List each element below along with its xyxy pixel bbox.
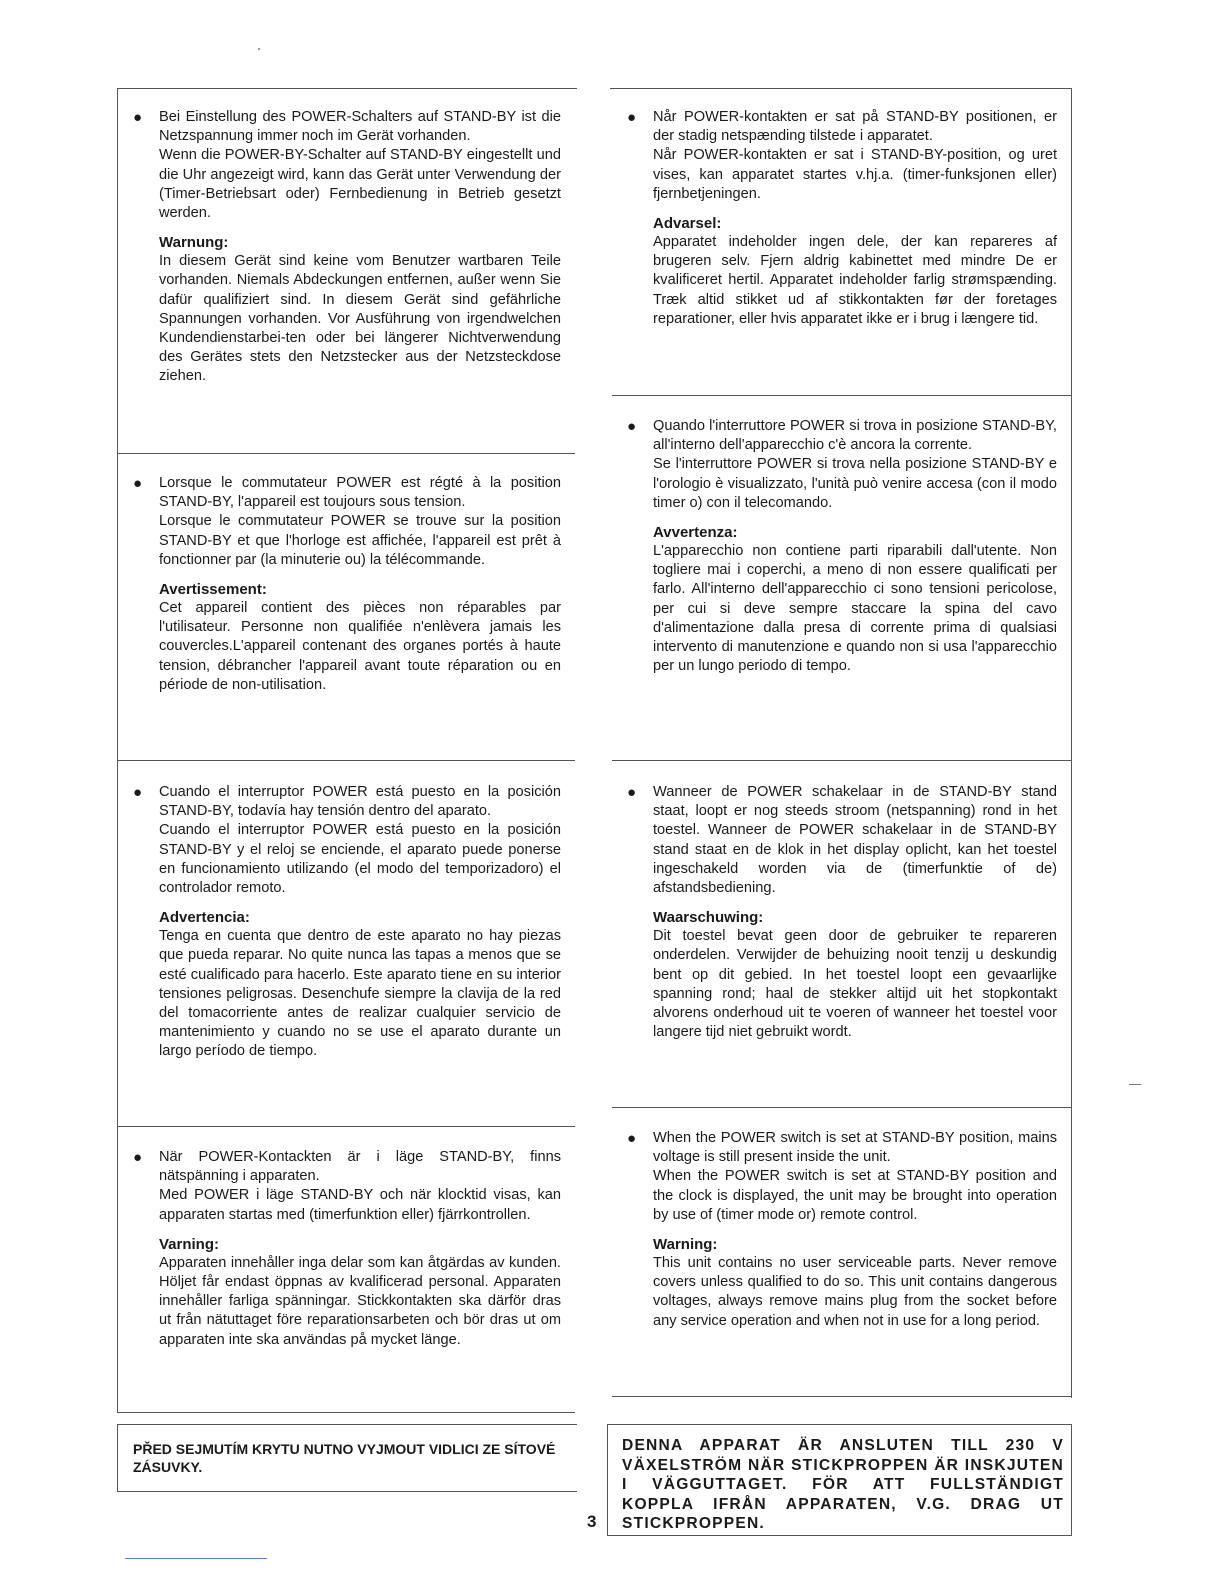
bullet-icon: ● [627, 784, 637, 801]
right-rule-1 [612, 395, 1072, 396]
bullet-line: Med POWER i läge STAND-BY och när klocktid visas, kan apparaten startas med (timerfunktion eller) fjärrkontrollen. [159, 1187, 561, 1223]
left-top-rule [117, 88, 577, 89]
warning-title: Warning: [653, 1236, 718, 1254]
warning-title: Advarsel: [653, 215, 722, 233]
section-text [653, 108, 1057, 204]
bullet-line: Lorsque le commutateur POWER est régté à la position STAND-BY, l'appareil est toujours sous tension. [159, 475, 561, 511]
section-text [159, 108, 561, 223]
warning-title: Warnung: [159, 234, 229, 252]
margin-mark [1129, 1084, 1141, 1085]
section-text [159, 783, 561, 898]
section-english [627, 1129, 1057, 1331]
bullet-icon: ● [133, 784, 143, 801]
section-german [133, 108, 561, 387]
section-spanish [133, 783, 561, 1062]
warning-text: Dit toestel bevat geen door de gebruiker te repareren onderdelen. Verwijder de behuizing nooit tenzij u deskundig bent op dit gebied. In het toestel loopt een gevaarlijke spanning rond; haal de stekker altijd uit het stopkontakt alvorens onderhoud uit te voeren of wanneer het toestel voor langere tijd niet gebruikt wordt. [653, 928, 1057, 1041]
warning-title: Advertencia: [159, 909, 250, 927]
bullet-icon: ● [627, 418, 637, 435]
bullet-line: När POWER-Kontackten är i läge STAND-BY, finns nätspänning i apparaten. [159, 1149, 561, 1185]
bullet-icon: ● [627, 109, 637, 126]
bullet-line: Når POWER-kontakten er sat på STAND-BY positionen, er der stadig netspænding tilstede i apparatet. [653, 109, 1057, 145]
bullet-line: When the POWER switch is set at STAND-BY position, mains voltage is still present inside the unit. [653, 1130, 1057, 1166]
bullet-line: Se l'interruttore POWER si trova nella posizione STAND-BY e l'orologio è visualizzato, l'unità può venire accesa (con il modo timer o) con il telecomando. [653, 456, 1057, 511]
bullet-line: Cuando el interruptor POWER está puesto en la posición STAND-BY y el reloj se enciende, el aparato puede ponerse en funcionamiento utilizando (el modo del temporizadoro) el controlador remoto. [159, 822, 561, 897]
scan-speck [258, 48, 260, 50]
left-rule-3 [117, 1126, 575, 1127]
warning-text: L'apparecchio non contiene parti riparabili dall'utente. Non togliere mai i coperchi, a meno di non essere qualificati per farlo. All'interno dell'apparecchio ci sono tensioni pericolose, per cui si deve sempre staccare la spina del cavo d'alimentazione dalla presa di corrente prima di qualsiasi intervento di manutenzione e quando non si usa l'apparecchio per un lungo periodo di tempo. [653, 543, 1057, 675]
swedish-notice: DENNA APPARAT ÄR ANSLUTEN TILL 230 V VÄXELSTRÖM NÄR STICKPROPPEN ÄR INSKJUTEN I VÄGGUTTAGET. FÖR ATT FULLSTÄNDIGT KOPPLA IFRÅN APPARATEN, V.G. DRAG UT STICKPROPPEN. [622, 1437, 1064, 1533]
right-rule-3 [612, 1107, 1072, 1108]
warning-text: In diesem Gerät sind keine vom Benutzer wartbaren Teile vorhanden. Niemals Abdeckungen entfernen, außer wenn Sie dafür qualifiziert sind. In diesem Gerät sind gefährliche Spannungen vorhanden. Vor Ausführung von irgendwelchen Kundendienstarbei-ten oder bei längerer Nichtverwendung des Gerätes stets den Netzstecker aus der Netzsteckdose ziehen. [159, 253, 561, 385]
warning-text: Cet appareil contient des pièces non réparables par l'utilisateur. Personne non qualifiée n'enlèvera jamais les couvercles.L'appareil contenant des organes portés à haute tension, débrancher l'appareil avant toute réparation ou en période de non-utilisation. [159, 600, 561, 693]
section-french [133, 474, 561, 695]
section-swedish [133, 1148, 561, 1350]
section-italian [627, 417, 1057, 676]
warning-text: Tenga en cuenta que dentro de este aparato no hay piezas que pueda reparar. No quite nunca las tapas a menos que se esté cualificado para hacerlo. Este aparato tiene en su interior tensiones peligrosas. Desenchufe siempre la clavija de la red del tomacorriente antes de realizar cualquier servicio de mantenimiento y cuando no se use el aparato durante un largo período de tiempo. [159, 928, 561, 1060]
warning-text: This unit contains no user serviceable parts. Never remove covers unless qualified to do so. This unit contains dangerous voltages, always remove mains plug from the socket before any service operation and when not in use for a long period. [653, 1255, 1057, 1329]
bullet-icon: ● [627, 1130, 637, 1147]
bullet-icon: ● [133, 475, 143, 492]
bullet-icon: ● [133, 109, 143, 126]
left-bottom-rule [117, 1412, 575, 1413]
warning-title: Avvertenza: [653, 524, 738, 542]
bullet-line: Lorsque le commutateur POWER se trouve sur la position STAND-BY et que l'horloge est affichée, l'appareil est prêt à fonctionner par (la minuterie ou) la télécommande. [159, 513, 561, 568]
bullet-line: When the POWER switch is set at STAND-BY position and the clock is displayed, the unit may be brought into operation by use of (timer mode or) remote control. [653, 1168, 1057, 1223]
right-rule-2 [612, 760, 1072, 761]
bullet-line: Wanneer de POWER schakelaar in de STAND-BY stand staat, loopt er nog steeds stroom (netspanning) rond in het toestel. Wanneer de POWER schakelaar in de STAND-BY stand staat en de klok in het display oplicht, kan het toestel ingeschakeld worden via de (timerfunktie of de) afstandsbediening. [653, 784, 1057, 897]
warning-title: Avertissement: [159, 581, 267, 599]
section-text [653, 417, 1057, 513]
section-danish [627, 108, 1057, 329]
right-bottom-rule [612, 1396, 1072, 1397]
left-rule-1 [117, 453, 575, 454]
footer-rule [125, 1558, 267, 1559]
bullet-line: Quando l'interruttore POWER si trova in posizione STAND-BY, all'interno dell'apparecchio c'è ancora la corrente. [653, 418, 1057, 454]
bullet-line: Wenn die POWER-BY-Schalter auf STAND-BY eingestellt und die Uhr angezeigt wird, kann das Gerät unter Verwendung der (Timer-Betriebsart oder) Fernbedienung in Betrieb gesetzt werden. [159, 147, 561, 222]
page-number: 3 [587, 1512, 597, 1531]
left-rule-2 [117, 760, 575, 761]
section-text [159, 1148, 561, 1225]
section-text [653, 1129, 1057, 1225]
bullet-line: Bei Einstellung des POWER-Schalters auf STAND-BY ist die Netzspannung immer noch im Gerät vorhanden. [159, 109, 561, 145]
section-dutch [627, 783, 1057, 1042]
warning-title: Waarschuwing: [653, 909, 764, 927]
bullet-line: Når POWER-kontakten er sat i STAND-BY-position, og uret vises, kan apparatet startes v.hj.a. (timer-funksjonen eller) fjernbetjeningen. [653, 147, 1057, 202]
right-top-rule [610, 88, 1072, 89]
section-text [653, 783, 1057, 898]
warning-title: Varning: [159, 1235, 220, 1253]
czech-notice: PŘED SEJMUTÍM KRYTU NUTNO VYJMOUT VIDLICI ZE SÍTOVÉ ZÁSUVKY. [133, 1441, 556, 1475]
bullet-icon: ● [133, 1149, 143, 1166]
bullet-line: Cuando el interruptor POWER está puesto en la posición STAND-BY, todavía hay tensión dentro del aparato. [159, 784, 561, 820]
warning-text: Apparatet indeholder ingen dele, der kan repareres af brugeren selv. Fjern aldrig kabinettet med mindre De er kvalificeret hertil. Apparatet indeholder farlig strømspænding. Træk altid stikket ud af stikkontakten før der foretages reparationer, eller hvis apparatet ikke er i brug i længere tid. [653, 234, 1057, 327]
section-text [159, 474, 561, 570]
warning-text: Apparaten innehåller inga delar som kan åtgärdas av kunden. Höljet får endast öppnas av kvalificerad personal. Apparaten innehåller farliga spänningar. Stickkontakten ska därför dras ut från nätuttaget före reparationsarbeten och bör dras ut om apparaten inte ska användas på mycket länge. [159, 1254, 561, 1348]
